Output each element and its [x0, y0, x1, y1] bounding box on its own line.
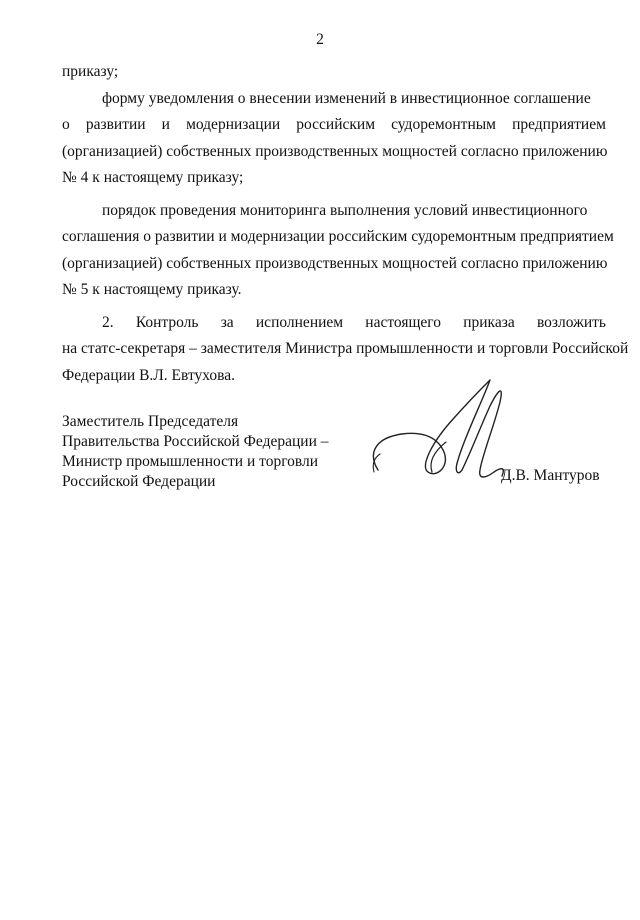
word: Контроль — [135, 313, 199, 331]
word: 2. — [102, 313, 114, 331]
body-line: приказу; — [62, 63, 119, 80]
word: и — [161, 116, 170, 133]
word: развитии — [85, 116, 146, 133]
word: модернизации — [186, 116, 281, 133]
word: предприятием — [512, 116, 606, 133]
body-line: на статс-секретаря – заместителя Министра промышленности и торговли Российской — [62, 340, 629, 357]
word: за — [220, 313, 234, 331]
body-line: (организацией) собственных производственных мощностей согласно приложению — [62, 254, 608, 272]
signatory-line: Российской Федерации — [62, 473, 216, 490]
body-line: (организацией) собственных производственных мощностей согласно приложению — [62, 142, 608, 160]
body-line: порядок проведения мониторинга выполнения условий инвестиционного — [102, 201, 588, 219]
body-line: соглашения о развитии и модернизации российским судоремонтным предприятием — [62, 228, 614, 245]
signer-name: Д.В. Мантуров — [501, 467, 600, 484]
word: приказа — [463, 313, 515, 331]
word: настоящего — [365, 313, 442, 331]
signatory-line: Заместитель Председателя — [62, 413, 239, 430]
body-line: № 4 к настоящему приказу; — [62, 169, 244, 186]
body-line: № 5 к настоящему приказу. — [62, 281, 242, 298]
signatory-line: Министр промышленности и торговли — [62, 453, 319, 470]
body-line-justified — [62, 310, 606, 337]
word: возложить — [536, 313, 606, 331]
signatory-title — [62, 412, 329, 492]
word: о — [62, 116, 70, 133]
word: исполнением — [255, 313, 344, 331]
word: российским — [296, 116, 376, 133]
page-number: 2 — [316, 31, 324, 48]
document-body — [62, 59, 629, 389]
body-line: Федерации В.Л. Евтухова. — [62, 366, 236, 384]
body-line: форму уведомления о внесении изменений в инвестиционное соглашение — [102, 89, 591, 107]
signatory-line: Правительства Российской Федерации – — [62, 433, 329, 450]
word: судоремонтным — [391, 116, 496, 133]
handwritten-signature — [366, 372, 516, 497]
body-line-justified — [62, 112, 606, 139]
